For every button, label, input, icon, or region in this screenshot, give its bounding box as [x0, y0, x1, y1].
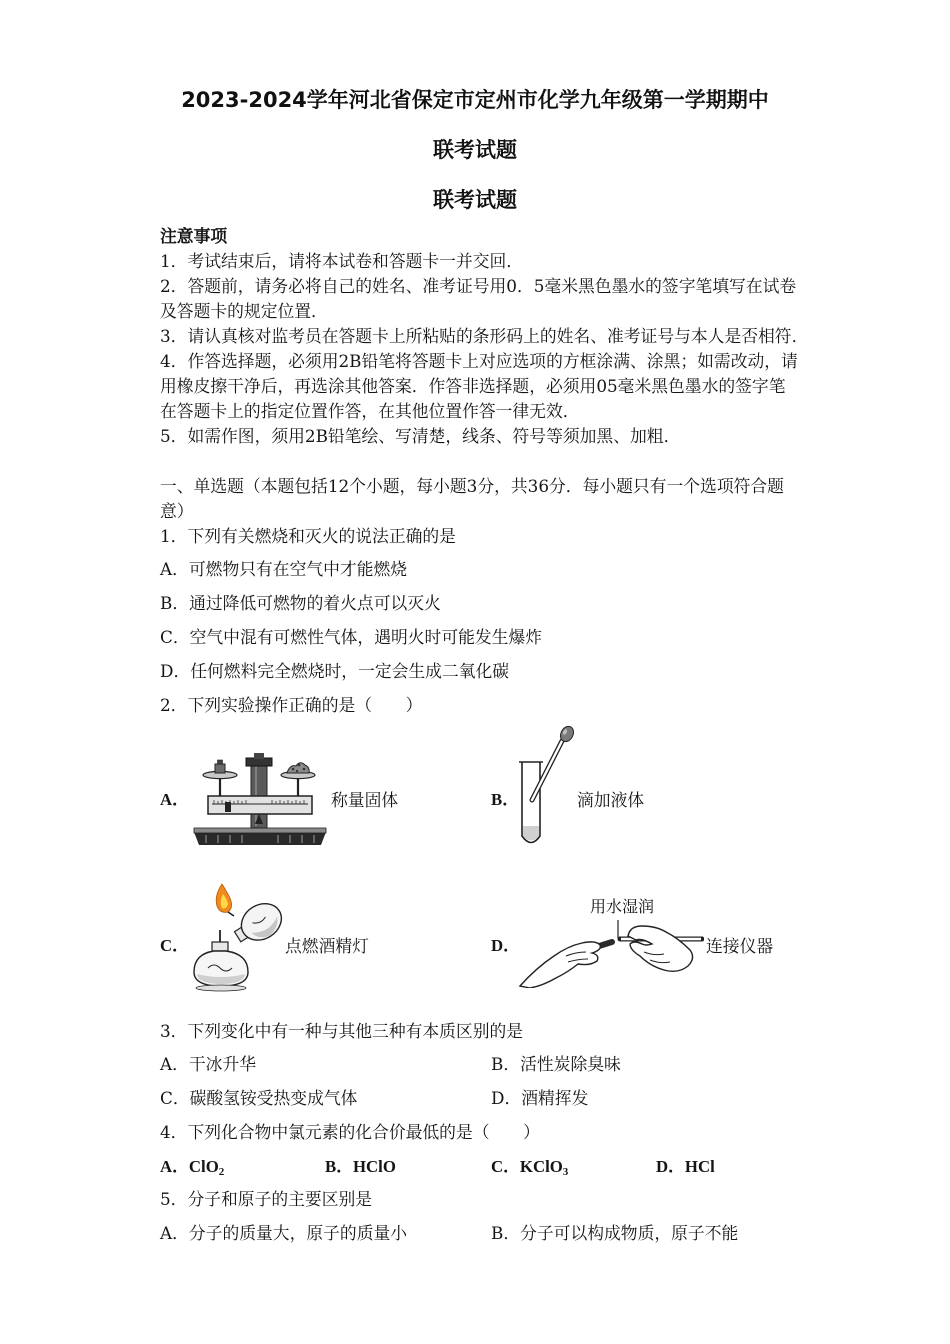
option-label: A． [160, 1157, 189, 1176]
notice-line: 3．请认真核对监考员在答题卡上所粘贴的条形码上的姓名、准考证号与本人是否相符． [160, 326, 809, 346]
question-4-option-a [160, 1154, 224, 1178]
question-3-option-c: C．碳酸氢铵受热变成气体 [160, 1088, 358, 1108]
question-4-option-c [491, 1154, 568, 1178]
formula-text: KClO [519, 1157, 563, 1176]
chemical-formula [520, 1157, 568, 1176]
connecting-tubes-figure [518, 916, 704, 988]
formula-subscript: 3 [562, 1166, 569, 1178]
notice-line: 2．答题前，请务必将自己的姓名、准考证号用0．5毫米黑色墨水的签字笔填写在试卷 [160, 276, 797, 296]
question-3-option-d: D．酒精挥发 [491, 1088, 589, 1108]
chemical-formula [189, 1157, 224, 1176]
question-1-stem: 1．下列有关燃烧和灭火的说法正确的是 [160, 526, 456, 546]
question-3-option-a: A．干冰升华 [160, 1054, 257, 1074]
question-5-option-a: A．分子的质量大，原子的质量小 [160, 1223, 408, 1243]
alcohol-lamp-drawing [184, 882, 288, 994]
balance-figure [190, 752, 330, 848]
section-heading-cont: 意） [160, 501, 194, 521]
question-2-option-c-label: C． [160, 936, 189, 955]
question-2-option-b-caption: 滴加液体 [577, 790, 645, 810]
option-label: D． [656, 1157, 685, 1176]
figure-annotation-wet-with-water: 用水湿润 [590, 897, 655, 916]
balance-drawing [190, 752, 330, 848]
notice-line: 用橡皮擦干净后，再选涂其他答案．作答非选择题，必须用05毫米黑色墨水的签字笔 [160, 376, 786, 396]
question-4-option-b [325, 1154, 396, 1178]
hands-connecting-tubes-drawing [518, 916, 704, 988]
question-2-option-b-label: B． [491, 790, 519, 809]
notice-line: 1．考试结束后，请将本试卷和答题卡一并交回． [160, 251, 524, 271]
dropper-test-tube-drawing [512, 724, 578, 852]
exam-title-line-2: 联考试题 [433, 138, 517, 162]
question-2-stem: 2．下列实验操作正确的是（ ） [160, 695, 423, 715]
question-1-option-c: C．空气中混有可燃性气体，遇明火时可能发生爆炸 [160, 627, 543, 647]
formula-text: ClO [188, 1157, 219, 1176]
question-2-option-a-label: A． [160, 790, 189, 809]
question-1-option-d: D．任何燃料完全燃烧时，一定会生成二氧化碳 [160, 661, 510, 681]
question-2-option-c-caption: 点燃酒精灯 [285, 936, 369, 956]
section-heading: 一、单选题（本题包括12个小题，每小题3分，共36分．每小题只有一个选项符合题 [160, 476, 784, 496]
question-5-stem: 5．分子和原子的主要区别是 [160, 1189, 373, 1209]
dropper-test-tube-figure [512, 724, 578, 852]
notice-heading: 注意事项 [160, 226, 228, 246]
chemical-formula: HCl [684, 1157, 715, 1176]
exam-title-line-3: 联考试题 [433, 188, 517, 212]
question-1-option-a: A．可燃物只有在空气中才能燃烧 [160, 559, 408, 579]
notice-line: 4．作答选择题，必须用2B铅笔将答题卡上对应选项的方框涂满、涂黑；如需改动，请 [160, 351, 798, 371]
option-label: B． [325, 1157, 353, 1176]
exam-title-line-1: 2023-2024学年河北省保定市定州市化学九年级第一学期期中 [181, 88, 769, 112]
question-2-option-d-label: D． [491, 936, 520, 955]
question-2-option-a-caption: 称量固体 [331, 790, 399, 810]
chemical-formula: HClO [352, 1157, 396, 1176]
question-4-option-d [656, 1154, 715, 1178]
question-3-stem: 3．下列变化中有一种与其他三种有本质区别的是 [160, 1021, 524, 1041]
question-5-option-b: B．分子可以构成物质，原子不能 [491, 1223, 739, 1243]
question-1-option-b: B．通过降低可燃物的着火点可以灭火 [160, 593, 441, 613]
option-label: C． [491, 1157, 520, 1176]
question-4-stem: 4．下列化合物中氯元素的化合价最低的是（ ） [160, 1122, 540, 1142]
notice-line: 及答题卡的规定位置． [160, 301, 328, 321]
notice-line: 在答题卡上的指定位置作答，在其他位置作答一律无效． [160, 401, 580, 421]
question-3-option-b: B．活性炭除臭味 [491, 1054, 621, 1074]
question-2-option-d-caption: 连接仪器 [706, 936, 774, 956]
notice-line: 5．如需作图，须用2B铅笔绘、写清楚，线条、符号等须加黑、加粗． [160, 426, 681, 446]
formula-subscript: 2 [218, 1166, 225, 1178]
alcohol-lamp-figure [184, 882, 288, 994]
